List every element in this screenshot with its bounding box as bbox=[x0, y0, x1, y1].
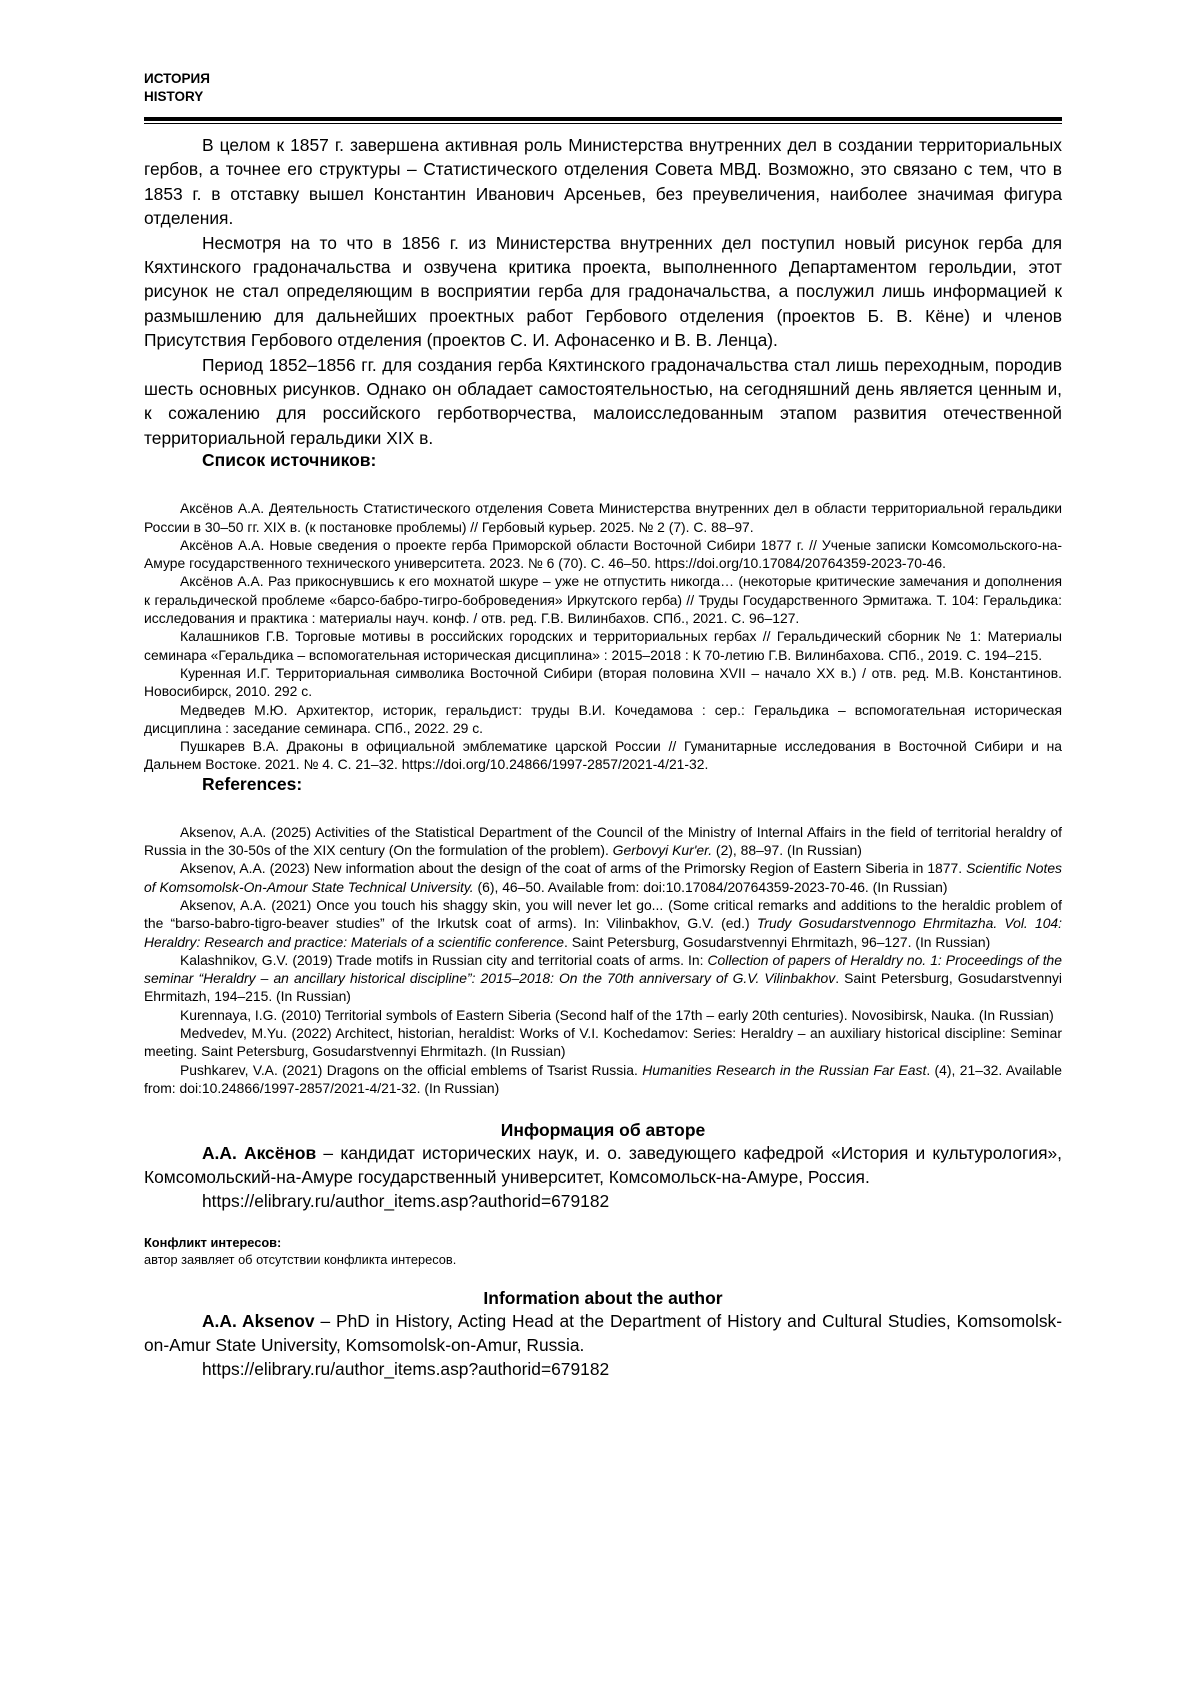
reference-text: . (4), 21–32. Available from: doi:10.24866/1997-2857/2021-4/21-32. (In Russian) bbox=[144, 1061, 1062, 1096]
reference-text: . Saint Petersburg, Gosudarstvennyi Ehrmitazh, 194–215. (In Russian) bbox=[144, 970, 1062, 1005]
author-info-heading-en: Information about the author bbox=[483, 1288, 723, 1309]
author-name: A.A. Aksenov bbox=[202, 1311, 315, 1332]
reference-journal: Collection of papers of Heraldry no. 1: Proceedings of the seminar “Heraldry – an ancillary historical discipline”: 2015–2018: On the 70th anniversary of G.V. Vilinbakhov bbox=[144, 951, 1063, 987]
header-ru: ИСТОРИЯ bbox=[144, 71, 210, 86]
source-item: Калашников Г.В. Торговые мотивы в российских городских и территориальных гербах // Геральдический сборник № 1: Материалы семинара «Геральдика – вспомогательная историческая дисциплина» : 2015–2018 : К 70-летию Г.В. Вилинбахова. СПб., 2019. С. 194–215. bbox=[144, 628, 1062, 663]
header-rule bbox=[144, 117, 1062, 124]
reference-item bbox=[144, 1006, 1062, 1024]
reference-item bbox=[144, 823, 1062, 860]
author-description bbox=[144, 1141, 1062, 1189]
body-text bbox=[144, 133, 1062, 450]
reference-text: Pushkarev, V.A. (2021) Dragons on the official emblems of Tsarist Russia. bbox=[180, 1061, 643, 1078]
author-profile-link[interactable]: https://elibrary.ru/author_items.asp?authorid=679182 bbox=[202, 1359, 610, 1380]
source-item: Пушкарев В.А. Драконы в официальной эмблематике царской России // Гуманитарные исследования в Восточной Сибири и на Дальнем Востоке. 2021. № 4. С. 21–32. https://doi.org/10.24866/1997-2857/2021-4/21-32. bbox=[144, 738, 1062, 773]
reference-text: Aksenov, A.A. (2025) Activities of the Statistical Department of the Council of the Ministry of Internal Affairs in the field of territorial heraldry of Russia in the 30-50s of the XIX century (On the formulation of the problem). bbox=[144, 823, 1062, 859]
reference-item bbox=[144, 951, 1062, 1006]
reference-text: . Saint Petersburg, Gosudarstvennyi Ehrmitazh, 96–127. (In Russian) bbox=[564, 933, 991, 950]
reference-journal: Gerbovyi Kur'er. bbox=[612, 842, 713, 859]
reference-text: Medvedev, M.Yu. (2022) Architect, historian, heraldist: Works of V.I. Kochedamov: Series: Heraldry – an auxiliary historical discipline: Seminar meeting. Saint Petersburg, Gosudarstvennyi Ehrmitazh. (In Russian) bbox=[144, 1025, 1062, 1060]
sources-heading: Список источников: bbox=[202, 450, 377, 471]
author-info-ru bbox=[144, 1141, 1062, 1213]
reference-item bbox=[144, 859, 1062, 896]
reference-item bbox=[144, 896, 1062, 951]
references-heading: References: bbox=[202, 773, 303, 794]
running-header bbox=[144, 70, 1062, 106]
reference-text: Kalashnikov, G.V. (2019) Trade motifs in Russian city and territorial coats of arms. In: bbox=[180, 951, 708, 968]
reference-text: (6), 46–50. Available from: doi:10.17084/20764359-2023-70-46. (In Russian) bbox=[473, 878, 948, 895]
source-item: Аксёнов А.А. Раз прикоснувшись к его мохнатой шкуре – уже не отпустить никогда… (некоторые критические замечания и дополнения к геральдической проблеме «барсо-бабро-тигро-боброведения» Иркутского герба) // Труды Государственного Эрмитажа. Т. 104: Геральдика: исследования и практика : материалы науч. конф. / отв. ред. Г.В. Вилинбахов. СПб., 2021. С. 96–127. bbox=[144, 573, 1062, 627]
source-item: Аксёнов А.А. Деятельность Статистического отделения Совета Министерства внутренних дел в области территориальной геральдики России в 30–50 гг. XIX в. (к постановке проблемы) // Гербовый курьер. 2025. № 2 (7). С. 88–97. bbox=[144, 500, 1062, 535]
author-description bbox=[144, 1309, 1062, 1357]
reference-journal: Trudy Gosudarstvennogo Ehrmitazha. Vol. 104: Heraldry: Research and practice: Materials of a scientific conference bbox=[144, 915, 1063, 950]
source-item: Аксёнов А.А. Новые сведения о проекте герба Приморской области Восточной Сибири 1877 г. // Ученые записки Комсомольского-на-Амуре государственного технического университета. 2023. № 6 (70). С. 46–50. https://doi.org/10.17084/20764359-2023-70-46. bbox=[144, 536, 1062, 572]
sources-list bbox=[144, 499, 1062, 773]
reference-item bbox=[144, 1061, 1062, 1098]
source-item: Куренная И.Г. Территориальная символика Восточной Сибири (вторая половина XVII – начало XX в.) / отв. ред. М.В. Константинов. Новосибирск, 2010. 292 с. bbox=[144, 664, 1062, 700]
author-info-en bbox=[144, 1309, 1062, 1381]
conflict-title: Конфликт интересов: bbox=[144, 1235, 282, 1251]
reference-text: (2), 88–97. (In Russian) bbox=[712, 842, 862, 859]
header-en: HISTORY bbox=[144, 89, 204, 104]
author-info-heading-ru: Информация об авторе bbox=[500, 1120, 706, 1141]
reference-text: Kurennaya, I.G. (2010) Territorial symbols of Eastern Siberia (Second half of the 17th – early 20th centuries). Novosibirsk, Nauka. (In Russian) bbox=[180, 1006, 1054, 1023]
reference-journal: Scientific Notes of Komsomolsk-On-Amour State Technical University. bbox=[144, 860, 1062, 895]
body-paragraph: В целом к 1857 г. завершена активная роль Министерства внутренних дел в создании территориальных гербов, а точнее его структуры – Статистического отделения Совета МВД. Возможно, это связано с тем, что в 1853 г. в отставку вышел Константин Иванович Арсеньев, без преувеличения, наиболее значимая фигура отделения. bbox=[144, 135, 1062, 229]
conflict-text: автор заявляет об отсутствии конфликта интересов. bbox=[144, 1252, 457, 1268]
references-list bbox=[144, 823, 1062, 1097]
conflict-of-interest bbox=[144, 1234, 1062, 1268]
reference-text: Aksenov, A.A. (2021) Once you touch his shaggy skin, you will never let go... (Some critical remarks and additions to the heraldic problem of the “barso-babro-tigro-beaver studies” of the Irkutsk coat of arms). In: Vilinbakhov, G.V. (ed.) bbox=[144, 896, 1062, 932]
reference-text: Aksenov, A.A. (2023) New information about the design of the coat of arms of the Primorsky Region of Eastern Siberia in 1877. bbox=[180, 860, 967, 877]
reference-item bbox=[144, 1024, 1062, 1061]
document-page bbox=[144, 70, 1062, 1381]
author-text: – PhD in History, Acting Head at the Department of History and Cultural Studies, Komsomolsk-on-Amur State University, Komsomolsk-on-Amur, Russia. bbox=[144, 1311, 1062, 1356]
author-text: – кандидат исторических наук, и. о. заведующего кафедрой «История и культурология», Комсомольский-на-Амуре государственный университет, Комсомольск-на-Амуре, Россия. bbox=[144, 1143, 1062, 1188]
author-name: А.А. Аксёнов bbox=[202, 1143, 317, 1164]
body-paragraph: Период 1852–1856 гг. для создания герба Кяхтинского градоначальства стал лишь переходным, породив шесть основных рисунков. Однако он обладает самостоятельностью, на сегодняшний день является ценным и, к сожалению для российского герботворчества, малоисследованным этапом развития отечественной территориальной геральдики XIX в. bbox=[144, 354, 1062, 448]
author-profile-link[interactable]: https://elibrary.ru/author_items.asp?authorid=679182 bbox=[202, 1191, 610, 1212]
body-paragraph: Несмотря на то что в 1856 г. из Министерства внутренних дел поступил новый рисунок герба для Кяхтинского градоначальства и озвучена критика проекта, выполненного Департаментом герольдии, этот рисунок не стал определяющим в восприятии герба для градоначальства, а послужил лишь информацией к размышлению для дальнейших проектных работ Гербового отделения (проектов Б. В. Кёне) и членов Присутствия Гербового отделения (проектов С. И. Афонасенко и В. В. Ленца). bbox=[144, 232, 1062, 351]
reference-journal: Humanities Research in the Russian Far East bbox=[642, 1061, 927, 1078]
source-item: Медведев М.Ю. Архитектор, историк, геральдист: труды В.И. Кочедамова : сер.: Геральдика – вспомогательная историческая дисциплина : заседание семинара. СПб., 2022. 29 с. bbox=[144, 701, 1062, 736]
